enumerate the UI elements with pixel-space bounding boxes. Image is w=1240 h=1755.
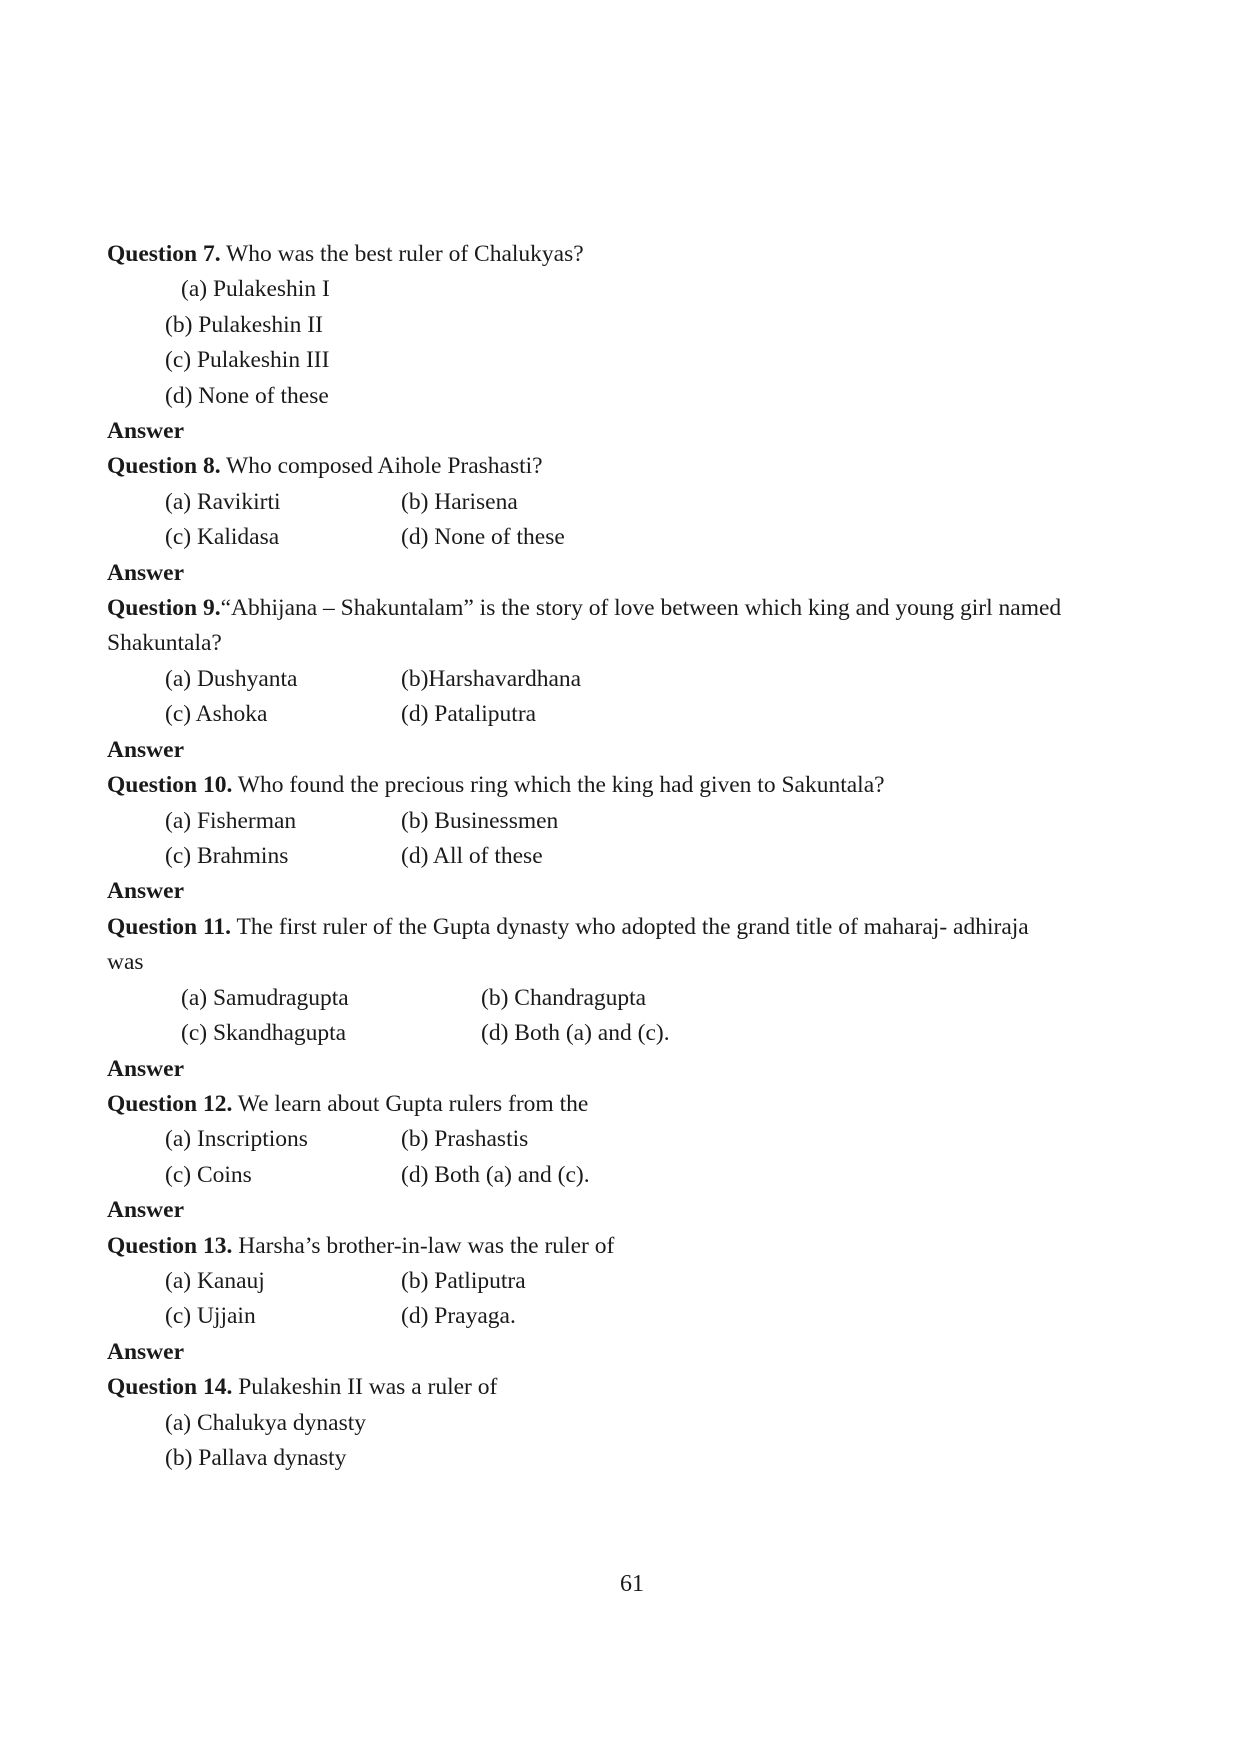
question-9-option-d: (d) Pataliputra <box>401 701 537 727</box>
answer-label-q13: Answer <box>107 1339 185 1365</box>
answer-label-q8: Answer <box>107 560 185 586</box>
question-7-option-b: (b) Pulakeshin II <box>165 312 323 338</box>
question-11-option-a: (a) Samudragupta <box>181 985 349 1011</box>
question-10 <box>107 774 885 798</box>
answer-label-q10: Answer <box>107 878 185 904</box>
question-12-label: Question 12. <box>107 1091 233 1117</box>
question-10-option-d: (d) All of these <box>401 843 543 869</box>
question-11-option-b: (b) Chandragupta <box>481 985 647 1011</box>
question-9 <box>107 597 1061 621</box>
question-12-option-a: (a) Inscriptions <box>165 1126 308 1152</box>
question-8-text: Who composed Aihole Prashasti? <box>220 453 543 479</box>
question-11-option-c: (c) Skandhagupta <box>181 1020 347 1046</box>
question-10-option-b: (b) Businessmen <box>401 808 559 834</box>
question-13-option-a: (a) Kanauj <box>165 1268 265 1294</box>
question-12-option-d: (d) Both (a) and (c). <box>401 1162 590 1188</box>
question-11 <box>107 916 1029 940</box>
question-9-option-c: (c) Ashoka <box>165 701 268 727</box>
question-13-option-d: (d) Prayaga. <box>401 1303 516 1329</box>
question-9-label: Question 9. <box>107 595 221 621</box>
question-8-label: Question 8. <box>107 453 221 479</box>
question-7-option-c: (c) Pulakeshin III <box>165 347 330 373</box>
question-11-text-line2: was <box>107 949 144 975</box>
question-14 <box>107 1376 497 1400</box>
question-10-option-c: (c) Brahmins <box>165 843 289 869</box>
question-8-option-c: (c) Kalidasa <box>165 524 280 550</box>
question-13 <box>107 1235 614 1259</box>
question-11-label: Question 11. <box>107 914 232 940</box>
question-7-label: Question 7. <box>107 241 221 267</box>
question-12 <box>107 1093 588 1117</box>
answer-label-q9: Answer <box>107 737 185 763</box>
question-14-option-b: (b) Pallava dynasty <box>165 1445 347 1471</box>
question-7 <box>107 243 584 267</box>
question-13-option-c: (c) Ujjain <box>165 1303 256 1329</box>
question-7-option-d: (d) None of these <box>165 383 329 409</box>
question-7-text: Who was the best ruler of Chalukyas? <box>220 241 584 267</box>
question-11-text: The first ruler of the Gupta dynasty who adopted the grand title of maharaj- adhiraja <box>231 914 1029 940</box>
question-11-option-d: (d) Both (a) and (c). <box>481 1020 670 1046</box>
question-9-option-b: (b)Harshavardhana <box>401 666 582 692</box>
question-14-option-a: (a) Chalukya dynasty <box>165 1410 367 1436</box>
answer-label-q12: Answer <box>107 1197 185 1223</box>
question-13-option-b: (b) Patliputra <box>401 1268 526 1294</box>
question-10-option-a: (a) Fisherman <box>165 808 297 834</box>
question-10-label: Question 10. <box>107 772 233 798</box>
question-9-option-a: (a) Dushyanta <box>165 666 298 692</box>
question-14-label: Question 14. <box>107 1374 233 1400</box>
question-13-label: Question 13. <box>107 1233 233 1259</box>
answer-label-q11: Answer <box>107 1056 185 1082</box>
question-12-option-c: (c) Coins <box>165 1162 252 1188</box>
answer-label-q7: Answer <box>107 418 185 444</box>
question-12-option-b: (b) Prashastis <box>401 1126 529 1152</box>
question-14-text: Pulakeshin II was a ruler of <box>232 1374 498 1400</box>
question-8-option-b: (b) Harisena <box>401 489 518 515</box>
question-9-text-line2: Shakuntala? <box>107 630 222 656</box>
question-7-option-a: (a) Pulakeshin I <box>181 276 330 302</box>
question-8-option-d: (d) None of these <box>401 524 565 550</box>
question-8 <box>107 455 543 479</box>
question-12-text: We learn about Gupta rulers from the <box>232 1091 589 1117</box>
question-9-text: “Abhijana – Shakuntalam” is the story of love between which king and young girl named <box>220 595 1062 621</box>
page-number: 61 <box>620 1571 644 1597</box>
question-8-option-a: (a) Ravikirti <box>165 489 281 515</box>
question-10-text: Who found the precious ring which the king had given to Sakuntala? <box>232 772 885 798</box>
question-13-text: Harsha’s brother-in-law was the ruler of <box>232 1233 615 1259</box>
